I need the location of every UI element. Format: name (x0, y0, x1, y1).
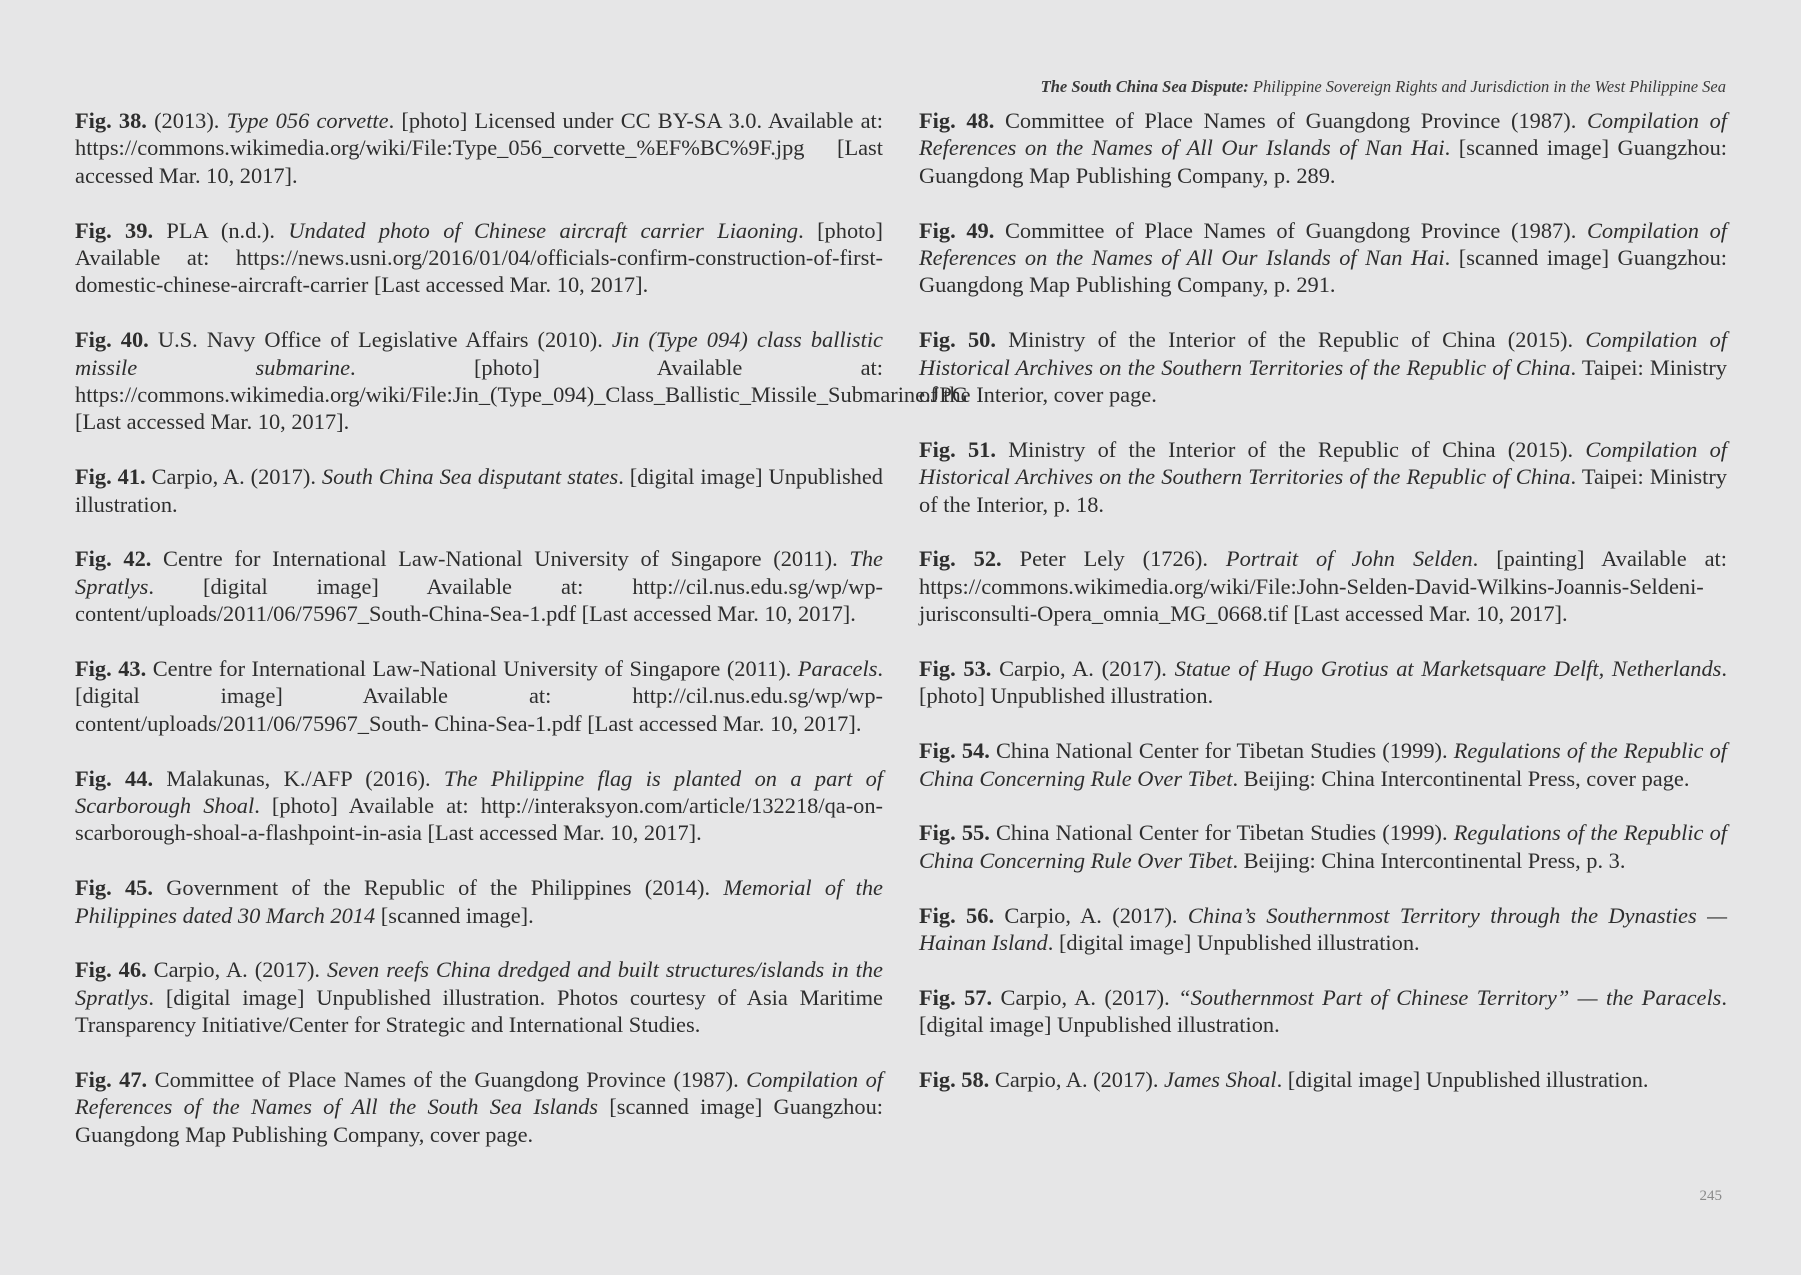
figure-title: Statue of Hugo Grotius at Marketsquare Delft, Netherlands (1174, 656, 1722, 682)
figure-details: . [photo] Licensed under CC BY-SA 3.0. Available at: https://commons.wikimedia.org/wiki/File:Type_056_corvette_%EF%BC%9F.jpg [Last accessed Mar. 10, 2017]. (75, 108, 883, 188)
figure-source: Committee of Place Names of Guangdong Province (1987). (994, 217, 1587, 243)
figure-source: Carpio, A. (2017). (145, 464, 322, 490)
figure-credit-42 (75, 545, 883, 627)
figure-source: Peter Lely (1726). (1001, 546, 1226, 572)
figure-number: Fig. 58. (919, 1067, 990, 1093)
page-number: 245 (1699, 1188, 1722, 1204)
figure-source: Carpio, A. (2017). (994, 902, 1188, 928)
figure-source: Committee of Place Names of Guangdong Province (1987). (994, 108, 1587, 133)
figure-number: Fig. 54. (919, 738, 990, 764)
figure-credit-53 (919, 655, 1727, 710)
figure-credit-49 (919, 217, 1727, 299)
right-column (919, 107, 1727, 1121)
running-header-title: The South China Sea Dispute: (1040, 77, 1249, 96)
figure-number: Fig. 47. (75, 1067, 148, 1093)
figure-title: The Spratlys (75, 546, 883, 599)
figure-details: . Beijing: China Intercontinental Press, cover page. (1232, 765, 1690, 791)
figure-details: . [photo] Available at: https://commons.wikimedia.org/wiki/File:Jin_(Type_094)_Class_Ballistic_Missile_Submarine.JPG [Last accessed Mar. 10, 2017]. (75, 354, 969, 435)
figure-source: (2013). (146, 108, 227, 133)
figure-details: [scanned image] Guangzhou: Guangdong Map Publishing Company, cover page. (75, 1094, 883, 1147)
figure-details: . [photo] Unpublished illustration. (919, 656, 1727, 709)
figure-source: Centre for International Law-National University of Singapore (2011). (151, 546, 850, 572)
figure-details: . Beijing: China Intercontinental Press, p. 3. (1232, 847, 1626, 873)
figure-number: Fig. 57. (919, 984, 993, 1010)
figure-details: . [painting] Available at: https://commons.wikimedia.org/wiki/File:John-Selden-David-Wilkins-Joannis-Seldeni-jurisconsulti-Opera_omnia_MG_0668.tif [Last accessed Mar. 10, 2017]. (919, 546, 1727, 627)
figure-number: Fig. 44. (75, 765, 154, 791)
figure-details: . [digital image] Unpublished illustration. (1276, 1067, 1649, 1093)
figure-title: Seven reefs China dredged and built structures/islands in the Spratlys (75, 957, 883, 1010)
figure-source: Malakunas, K./AFP (2016). (153, 765, 444, 791)
figure-source: Government of the Republic of the Philippines (2014). (152, 875, 724, 901)
figure-details: . [digital image] Available at: http://cil.nus.edu.sg/wp/wp-content/uploads/2011/06/75967_South- China-Sea-1.pdf [Last accessed Mar. 10, 2017]. (75, 656, 884, 736)
figure-title: China’s Southernmost Territory through the Dynasties — Hainan Island (919, 902, 1727, 956)
figure-credit-38 (75, 107, 883, 189)
figure-details: . [photo] Available at: http://interaksyon.com/article/132218/qa-on-scarborough-shoal-a-flashpoint-in-asia [Last accessed Mar. 10, 2017]. (75, 793, 883, 846)
figure-title: Type 056 corvette (226, 108, 389, 133)
figure-credit-50 (919, 326, 1727, 408)
figure-credit-46 (75, 956, 883, 1038)
figure-credit-51 (919, 436, 1727, 518)
figure-title: South China Sea disputant states (321, 464, 619, 490)
figure-details: . [digital image] Unpublished illustration. Photos courtesy of Asia Maritime Transparency Initiative/Center for Strategic and International Studies. (75, 984, 883, 1038)
figure-source: Carpio, A. (2017). (989, 1067, 1165, 1093)
figure-source: Ministry of the Interior of the Republic of China (2015). (995, 436, 1586, 462)
figure-number: Fig. 43. (75, 656, 147, 682)
figure-source: Committee of Place Names of the Guangdong Province (1987). (147, 1067, 747, 1093)
figure-number: Fig. 39. (75, 217, 154, 243)
figure-title: Undated photo of Chinese aircraft carrier Liaoning (288, 217, 799, 243)
figure-title: Regulations of the Republic of China Concerning Rule Over Tibet (919, 820, 1727, 873)
figure-number: Fig. 49. (919, 217, 995, 243)
figure-credit-54 (919, 737, 1727, 792)
figure-number: Fig. 41. (75, 464, 146, 490)
figure-title: Regulations of the Republic of China Concerning Rule Over Tibet (919, 738, 1727, 791)
figure-number: Fig. 56. (919, 902, 995, 928)
figure-source: China National Center for Tibetan Studies (1999). (989, 820, 1454, 846)
figure-title: Compilation of References on the Names of All Our Islands of Nan Hai (919, 217, 1727, 271)
figure-number: Fig. 51. (919, 436, 996, 462)
figure-credit-58 (919, 1066, 1727, 1093)
figure-details: [scanned image]. (375, 902, 534, 928)
figure-number: Fig. 45. (75, 875, 153, 901)
running-header-subtitle: Philippine Sovereign Rights and Jurisdiction in the West Philippine Sea (1248, 77, 1726, 96)
figure-source: Carpio, A. (2017). (146, 957, 328, 983)
figure-title: James Shoal (1164, 1067, 1277, 1093)
figure-number: Fig. 55. (919, 820, 990, 846)
figure-source: Ministry of the Interior of the Republic of China (2015). (995, 327, 1586, 353)
figure-details: . [digital image] Unpublished illustration. (1047, 930, 1420, 956)
figure-number: Fig. 38. (75, 108, 147, 133)
figure-credit-47 (75, 1066, 883, 1148)
figure-source: U.S. Navy Office of Legislative Affairs (2010). (148, 327, 612, 353)
figure-source: PLA (n.d.). (153, 217, 289, 243)
figure-details: . [digital image] Unpublished illustration. (919, 984, 1727, 1038)
figure-title: Portrait of John Selden (1225, 546, 1473, 572)
figure-source: Carpio, A. (2017). (992, 984, 1179, 1010)
figure-credit-52 (919, 545, 1727, 627)
figure-source: Carpio, A. (2017). (991, 656, 1175, 682)
figure-details: . [scanned image] Guangzhou: Guangdong Map Publishing Company, p. 289. (919, 135, 1727, 188)
figure-title: Compilation of Historical Archives on the Southern Territories of the Republic of China (919, 436, 1727, 490)
figure-source: Centre for International Law-National University of Singapore (2011). (146, 656, 798, 682)
figure-credit-41 (75, 463, 883, 518)
figure-credit-45 (75, 874, 883, 929)
figure-title: Paracels (797, 656, 878, 682)
figure-title: Memorial of the Philippines dated 30 March 2014 (75, 875, 883, 928)
figure-number: Fig. 46. (75, 957, 147, 983)
figure-credit-44 (75, 765, 883, 847)
figure-details: . Taipei: Ministry of the Interior, p. 18. (919, 464, 1727, 517)
figure-details: . [photo] Available at: https://news.usni.org/2016/01/04/officials-confirm-construction-of-first-domestic-chinese-aircraft-carrier [Last accessed Mar. 10, 2017]. (75, 217, 884, 298)
figure-credit-57 (919, 984, 1727, 1039)
figure-title: Compilation of Historical Archives on the Southern Territories of the Republic of China (919, 327, 1727, 380)
figure-title: Compilation of References on the Names of All Our Islands of Nan Hai (919, 108, 1727, 161)
figure-number: Fig. 40. (75, 327, 149, 353)
figure-title: “Southernmost Part of Chinese Territory” — the Paracels (1178, 984, 1722, 1010)
figure-number: Fig. 42. (75, 546, 152, 572)
figure-title: The Philippine flag is planted on a part of Scarborough Shoal (75, 765, 884, 819)
figure-title: Jin (Type 094) class ballistic missile submarine (75, 327, 883, 380)
figure-title: Compilation of References of the Names of All the South Sea Islands (75, 1067, 884, 1120)
figure-details: . Taipei: Ministry of the Interior, cover page. (919, 354, 1727, 408)
figure-credit-55 (919, 819, 1727, 874)
figure-details: . [digital image] Unpublished illustration. (75, 464, 883, 517)
figure-details: . [scanned image] Guangzhou: Guangdong Map Publishing Company, p. 291. (919, 245, 1727, 298)
figure-credit-43 (75, 655, 883, 737)
running-header (1041, 77, 1726, 97)
figure-number: Fig. 48. (919, 108, 995, 133)
figure-number: Fig. 53. (919, 656, 992, 682)
figure-credit-48 (919, 107, 1727, 189)
figure-credit-56 (919, 902, 1727, 957)
figure-number: Fig. 52. (919, 546, 1002, 572)
figure-source: China National Center for Tibetan Studies (1999). (989, 738, 1454, 764)
figure-credit-39 (75, 217, 883, 299)
figure-details: . [digital image] Available at: http://cil.nus.edu.sg/wp/wp-content/uploads/2011/06/75967_South-China-Sea-1.pdf [Last accessed Mar. 10, 2017]. (75, 573, 883, 627)
figure-number: Fig. 50. (919, 327, 996, 353)
